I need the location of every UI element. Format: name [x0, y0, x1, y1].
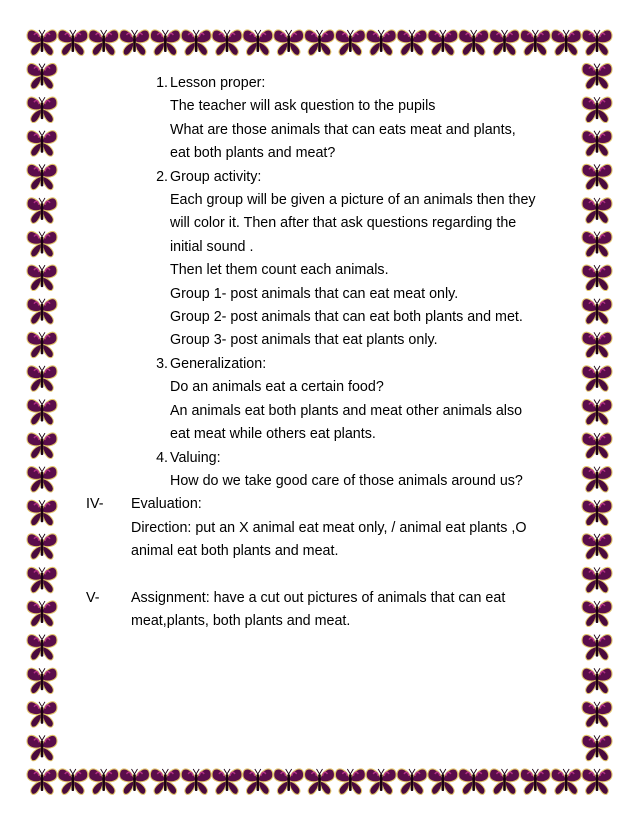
butterfly-icon [27, 332, 57, 357]
step-body [170, 166, 566, 353]
butterfly-icon [212, 30, 242, 55]
step-number: 2. [156, 168, 168, 185]
butterfly-icon [551, 769, 581, 794]
step-text-line: initial sound . [170, 238, 254, 255]
butterfly-icon [582, 231, 612, 256]
butterfly-icon [582, 500, 612, 525]
step-text-line: eat both plants and meat? [170, 145, 336, 162]
butterfly-icon [27, 366, 57, 391]
step-body [170, 353, 566, 447]
butterfly-icon [27, 399, 57, 424]
butterfly-icon [428, 769, 458, 794]
butterfly-icon [397, 30, 427, 55]
section-gap [86, 564, 566, 587]
section-text-line: meat,plants, both plants and meat. [131, 612, 351, 629]
lesson-step [86, 353, 566, 447]
butterfly-icon [27, 97, 57, 122]
butterfly-icon [366, 30, 396, 55]
butterfly-icon [582, 635, 612, 660]
butterfly-icon [582, 399, 612, 424]
butterfly-icon [181, 30, 211, 55]
step-text-line: An animals eat both plants and meat other animals also [170, 402, 523, 419]
step-title: Generalization: [170, 355, 267, 372]
butterfly-icon [582, 265, 612, 290]
butterfly-icon [582, 131, 612, 156]
butterfly-icon [582, 366, 612, 391]
butterfly-icon [27, 735, 57, 760]
section-numeral: V- [86, 589, 100, 606]
butterfly-icon [582, 63, 612, 88]
butterfly-icon [27, 500, 57, 525]
butterfly-icon [459, 769, 489, 794]
section-text-line: Direction: put an X animal eat meat only, / animal eat plants ,O [131, 519, 527, 536]
butterfly-icon [459, 30, 489, 55]
butterfly-icon [212, 769, 242, 794]
butterfly-icon [366, 769, 396, 794]
butterfly-icon [582, 164, 612, 189]
butterfly-icon [335, 769, 365, 794]
step-number: 4. [156, 449, 168, 466]
step-text-line: What are those animals that can eats meat and plants, [170, 121, 516, 138]
butterfly-icon [58, 30, 88, 55]
butterfly-icon [120, 769, 150, 794]
butterfly-icon [27, 265, 57, 290]
butterfly-icon [27, 567, 57, 592]
step-text-line: Group 2- post animals that can eat both plants and met. [170, 309, 523, 326]
butterfly-icon [274, 769, 304, 794]
butterfly-icon [305, 30, 335, 55]
butterfly-icon [181, 769, 211, 794]
step-text-line: eat meat while others eat plants. [170, 426, 376, 443]
butterfly-icon [582, 433, 612, 458]
step-text-line: Do an animals eat a certain food? [170, 379, 384, 396]
lesson-steps-list [86, 72, 566, 493]
butterfly-icon [243, 769, 273, 794]
butterfly-icon [27, 30, 57, 55]
butterfly-icon [27, 635, 57, 660]
butterfly-icon [150, 769, 180, 794]
butterfly-icon [27, 131, 57, 156]
butterfly-icon [582, 332, 612, 357]
step-title: Lesson proper: [170, 75, 266, 91]
butterfly-icon [397, 769, 427, 794]
butterfly-icon [27, 702, 57, 727]
section-text-line: Assignment: have a cut out pictures of animals that can eat [131, 589, 506, 606]
butterfly-icon [582, 769, 612, 794]
butterfly-icon [520, 769, 550, 794]
step-text-line: Then let them count each animals. [170, 262, 389, 279]
butterfly-icon [582, 30, 612, 55]
butterfly-icon [582, 702, 612, 727]
butterfly-icon [27, 668, 57, 693]
lesson-section [86, 587, 566, 634]
butterfly-icon [243, 30, 273, 55]
butterfly-icon [490, 30, 520, 55]
lesson-content [86, 72, 566, 633]
butterfly-icon [27, 534, 57, 559]
step-text-line: How do we take good care of those animals around us? [170, 472, 523, 489]
butterfly-icon [27, 198, 57, 223]
step-text-line: will color it. Then after that ask questions regarding the [170, 215, 517, 232]
butterfly-icon [335, 30, 365, 55]
lesson-sections [86, 493, 566, 633]
butterfly-icon [305, 769, 335, 794]
butterfly-icon [520, 30, 550, 55]
lesson-step [86, 72, 566, 166]
butterfly-icon [582, 601, 612, 626]
butterfly-icon [27, 231, 57, 256]
butterfly-icon [150, 30, 180, 55]
butterfly-icon [27, 299, 57, 324]
lesson-step [86, 166, 566, 353]
section-body [131, 587, 566, 634]
butterfly-icon [27, 63, 57, 88]
butterfly-icon [490, 769, 520, 794]
butterfly-icon [89, 30, 119, 55]
butterfly-icon [58, 769, 88, 794]
step-text-line: Group 3- post animals that eat plants only. [170, 332, 438, 349]
lesson-step [86, 447, 566, 494]
butterfly-icon [582, 97, 612, 122]
butterfly-icon [582, 198, 612, 223]
step-text-line: Group 1- post animals that can eat meat only. [170, 285, 459, 302]
butterfly-icon [27, 433, 57, 458]
butterfly-icon [27, 164, 57, 189]
butterfly-icon [27, 467, 57, 492]
butterfly-icon [582, 299, 612, 324]
step-number: 1. [156, 75, 168, 91]
butterfly-icon [428, 30, 458, 55]
step-text-line: The teacher will ask question to the pupils [170, 98, 436, 115]
butterfly-icon [582, 534, 612, 559]
butterfly-icon [27, 601, 57, 626]
butterfly-icon [89, 769, 119, 794]
step-body [170, 447, 566, 494]
butterfly-icon [582, 735, 612, 760]
butterfly-icon [274, 30, 304, 55]
section-body [131, 493, 566, 563]
section-text-line: animal eat both plants and meat. [131, 543, 339, 560]
butterfly-icon [120, 30, 150, 55]
step-number: 3. [156, 355, 168, 372]
butterfly-icon [582, 567, 612, 592]
step-body [170, 72, 566, 166]
butterfly-icon [582, 467, 612, 492]
section-text-line: Evaluation: [131, 496, 202, 513]
step-title: Valuing: [170, 449, 221, 466]
lesson-section [86, 493, 566, 563]
butterfly-icon [582, 668, 612, 693]
butterfly-icon [27, 769, 57, 794]
section-numeral: IV- [86, 496, 104, 513]
butterfly-icon [551, 30, 581, 55]
step-title: Group activity: [170, 168, 262, 185]
step-text-line: Each group will be given a picture of an animals then they [170, 192, 536, 209]
